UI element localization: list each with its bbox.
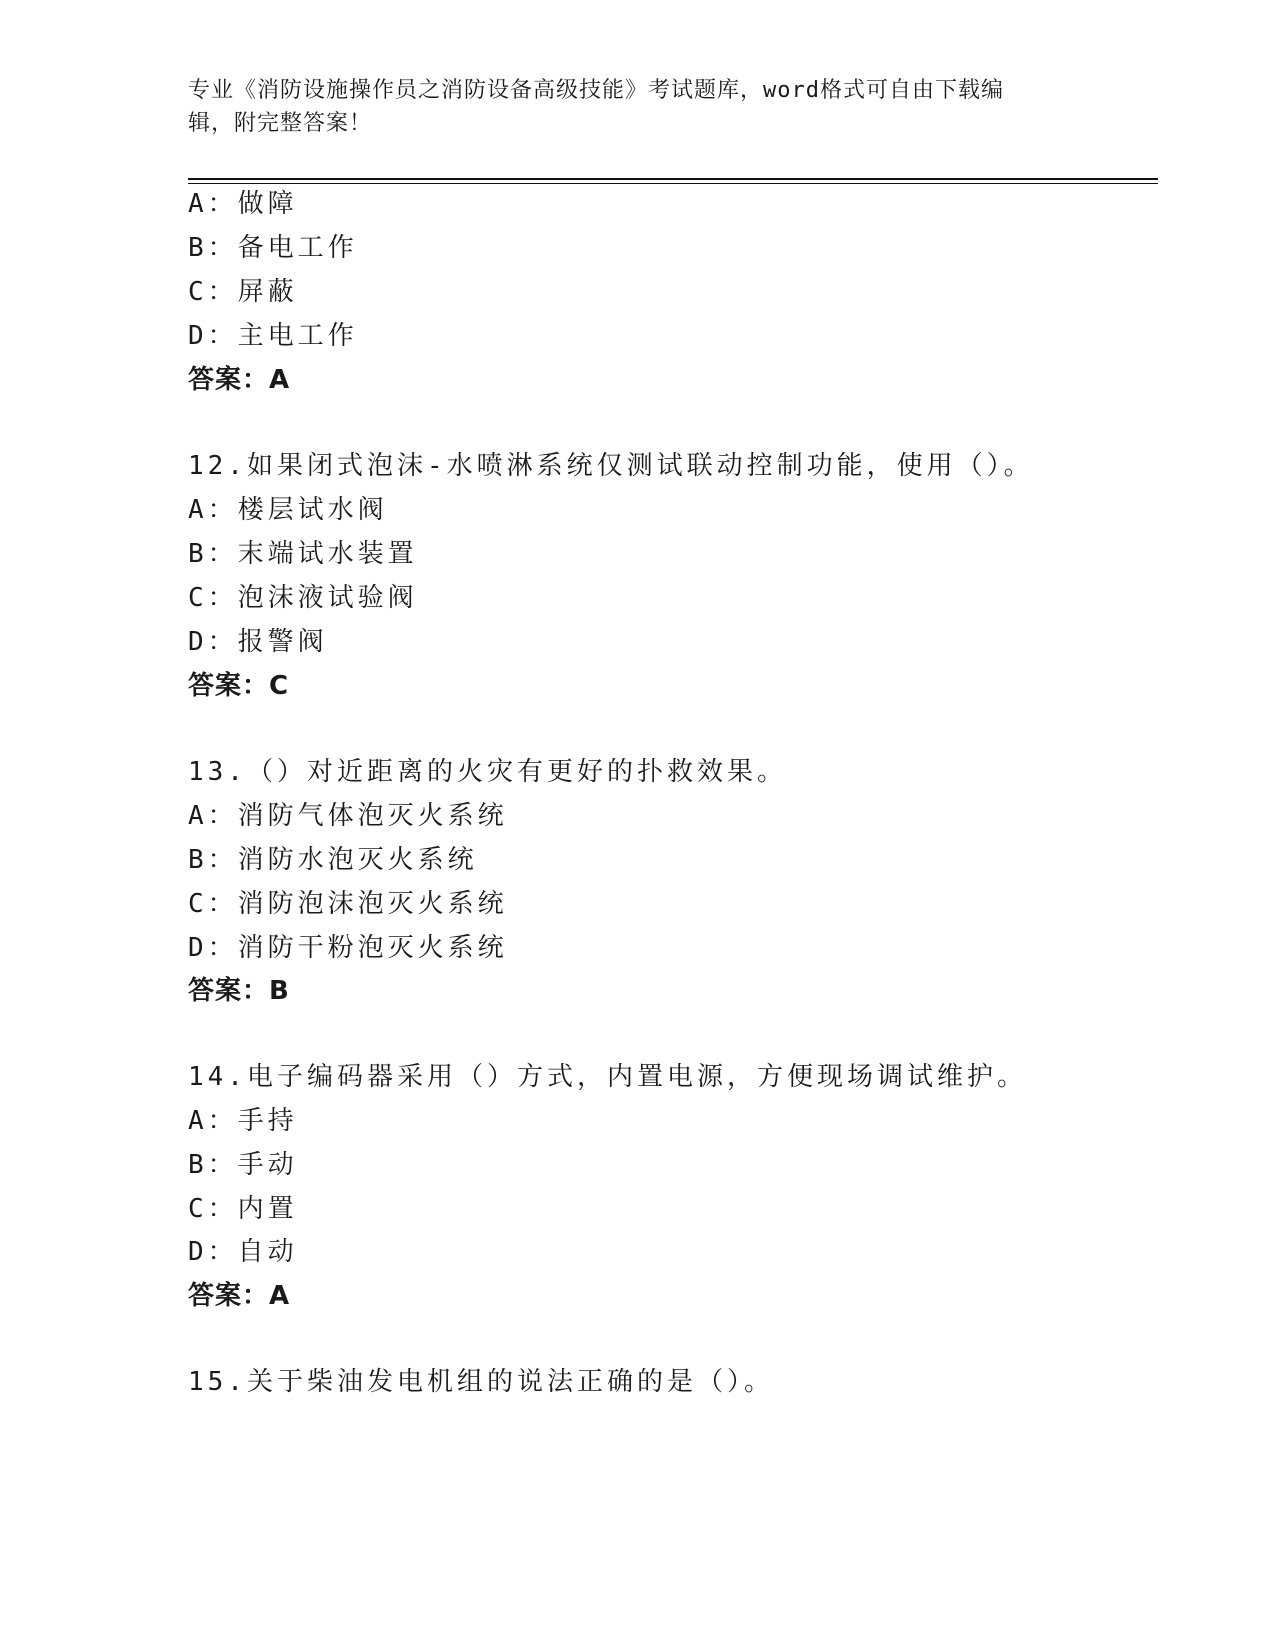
q11-option-c: C：屏蔽 xyxy=(188,277,298,307)
document-header xyxy=(188,74,1088,140)
q11-option-a: A：做障 xyxy=(188,189,298,219)
q13-stem: 13.（）对近距离的火灾有更好的扑救效果。 xyxy=(188,757,787,787)
q11-option-d: D：主电工作 xyxy=(188,321,358,351)
q13-option-c: C：消防泡沫泡灭火系统 xyxy=(188,889,508,919)
q13-answer: 答案：B xyxy=(188,976,290,1006)
q13-option-a: A：消防气体泡灭火系统 xyxy=(188,801,508,831)
q12-option-a: A：楼层试水阀 xyxy=(188,495,388,525)
q14-option-c: C：内置 xyxy=(188,1194,298,1224)
q13-option-d: D：消防干粉泡灭火系统 xyxy=(188,933,508,963)
q14-stem: 14.电子编码器采用（）方式，内置电源，方便现场调试维护。 xyxy=(188,1062,1027,1092)
q14-option-d: D：自动 xyxy=(188,1237,298,1267)
q12-stem: 12.如果闭式泡沫-水喷淋系统仅测试联动控制功能，使用（）。 xyxy=(188,451,1034,481)
q11-answer: 答案：A xyxy=(188,365,291,395)
header-line-2: 辑，附完整答案！ xyxy=(188,111,373,136)
header-divider-thin xyxy=(188,183,1158,184)
q15-stem: 15.关于柴油发电机组的说法正确的是（）。 xyxy=(188,1367,774,1397)
q14-option-a: A：手持 xyxy=(188,1106,298,1136)
q12-answer: 答案：C xyxy=(188,671,290,701)
q14-answer: 答案：A xyxy=(188,1281,291,1311)
header-divider-thick xyxy=(188,178,1158,180)
q12-option-d: D：报警阀 xyxy=(188,627,328,657)
q13-option-b: B：消防水泡灭火系统 xyxy=(188,845,478,875)
q12-option-b: B：末端试水装置 xyxy=(188,539,418,569)
q12-option-c: C：泡沫液试验阀 xyxy=(188,583,418,613)
q14-option-b: B：手动 xyxy=(188,1150,298,1180)
q11-option-b: B：备电工作 xyxy=(188,233,358,263)
header-line-1: 专业《消防设施操作员之消防设备高级技能》考试题库，word格式可自由下载编 xyxy=(188,78,1004,103)
